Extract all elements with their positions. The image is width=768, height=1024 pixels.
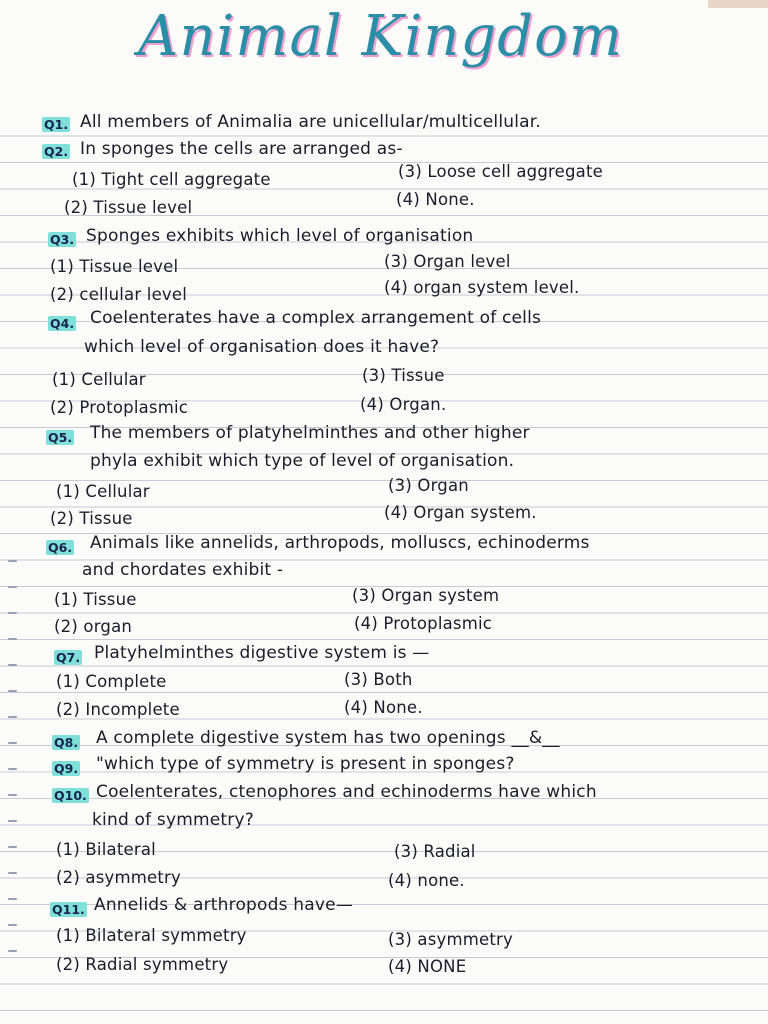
question-number: Q6. — [48, 540, 73, 555]
option: (4) None. — [396, 190, 475, 209]
question-number: Q10. — [54, 788, 87, 803]
question-text: All members of Animalia are unicellular/multicellular. — [80, 112, 542, 132]
option: (4) organ system level. — [384, 278, 580, 297]
page-corner — [708, 0, 768, 8]
option: (1) Cellular — [52, 370, 146, 389]
option: (1) Bilateral — [56, 840, 156, 859]
option: (4) Protoplasmic — [354, 614, 493, 633]
option: (2) Incomplete — [56, 700, 180, 719]
question-number: Q11. — [52, 902, 85, 917]
question-text-continued: and chordates exhibit - — [82, 560, 284, 580]
question-number: Q8. — [54, 735, 79, 750]
question-text: "which type of symmetry is present in sponges? — [96, 754, 515, 774]
option: (2) cellular level — [50, 285, 188, 304]
question-number: Q7. — [56, 650, 81, 665]
option: (2) Tissue level — [64, 198, 193, 217]
option: (3) Organ system — [352, 586, 500, 605]
option: (3) Organ level — [384, 252, 511, 271]
option: (1) Bilateral symmetry — [56, 926, 247, 945]
question-number: Q1. — [44, 117, 69, 132]
question-text: A complete digestive system has two openings __&__ — [96, 728, 560, 748]
option: (1) Tissue — [54, 590, 137, 609]
option: (1) Tissue level — [50, 257, 179, 276]
question-text: Sponges exhibits which level of organisation — [86, 226, 474, 246]
option: (2) organ — [54, 617, 133, 636]
question-text: Animals like annelids, arthropods, molluscs, echinoderms — [90, 533, 590, 553]
option: (3) Loose cell aggregate — [398, 162, 603, 181]
question-text-continued: which level of organisation does it have? — [84, 337, 440, 357]
option: (1) Tight cell aggregate — [72, 170, 271, 189]
option: (2) Radial symmetry — [56, 955, 229, 974]
question-number: Q4. — [50, 316, 75, 331]
question-text-continued: phyla exhibit which type of level of organisation. — [90, 451, 515, 471]
question-text: In sponges the cells are arranged as- — [80, 139, 403, 159]
question-number: Q5. — [48, 430, 73, 445]
question-number: Q9. — [54, 761, 79, 776]
option: (3) Tissue — [362, 366, 445, 385]
question-number: Q3. — [50, 232, 75, 247]
option: (3) Radial — [394, 842, 476, 861]
question-text-continued: kind of symmetry? — [92, 810, 254, 830]
option: (3) asymmetry — [388, 930, 514, 949]
page-title: Animal Kingdom — [138, 4, 623, 69]
question-text: Coelenterates, ctenophores and echinoderms have which — [96, 782, 597, 802]
option: (2) asymmetry — [56, 868, 182, 887]
question-text: Coelenterates have a complex arrangement of cells — [90, 308, 542, 328]
option: (3) Organ — [388, 476, 469, 495]
option: (2) Tissue — [50, 509, 133, 528]
option: (4) none. — [388, 871, 465, 890]
option: (4) Organ. — [360, 395, 447, 414]
option: (2) Protoplasmic — [50, 398, 189, 417]
question-text: The members of platyhelminthes and other higher — [90, 423, 530, 443]
question-number: Q2. — [44, 144, 69, 159]
option: (3) Both — [344, 670, 413, 689]
option: (4) None. — [344, 698, 423, 717]
option: (4) Organ system. — [384, 503, 537, 522]
option: (1) Complete — [56, 672, 167, 691]
question-text: Annelids & arthropods have— — [94, 895, 354, 915]
question-text: Platyhelminthes digestive system is — — [94, 643, 430, 663]
option: (1) Cellular — [56, 482, 150, 501]
option: (4) NONE — [388, 957, 467, 976]
